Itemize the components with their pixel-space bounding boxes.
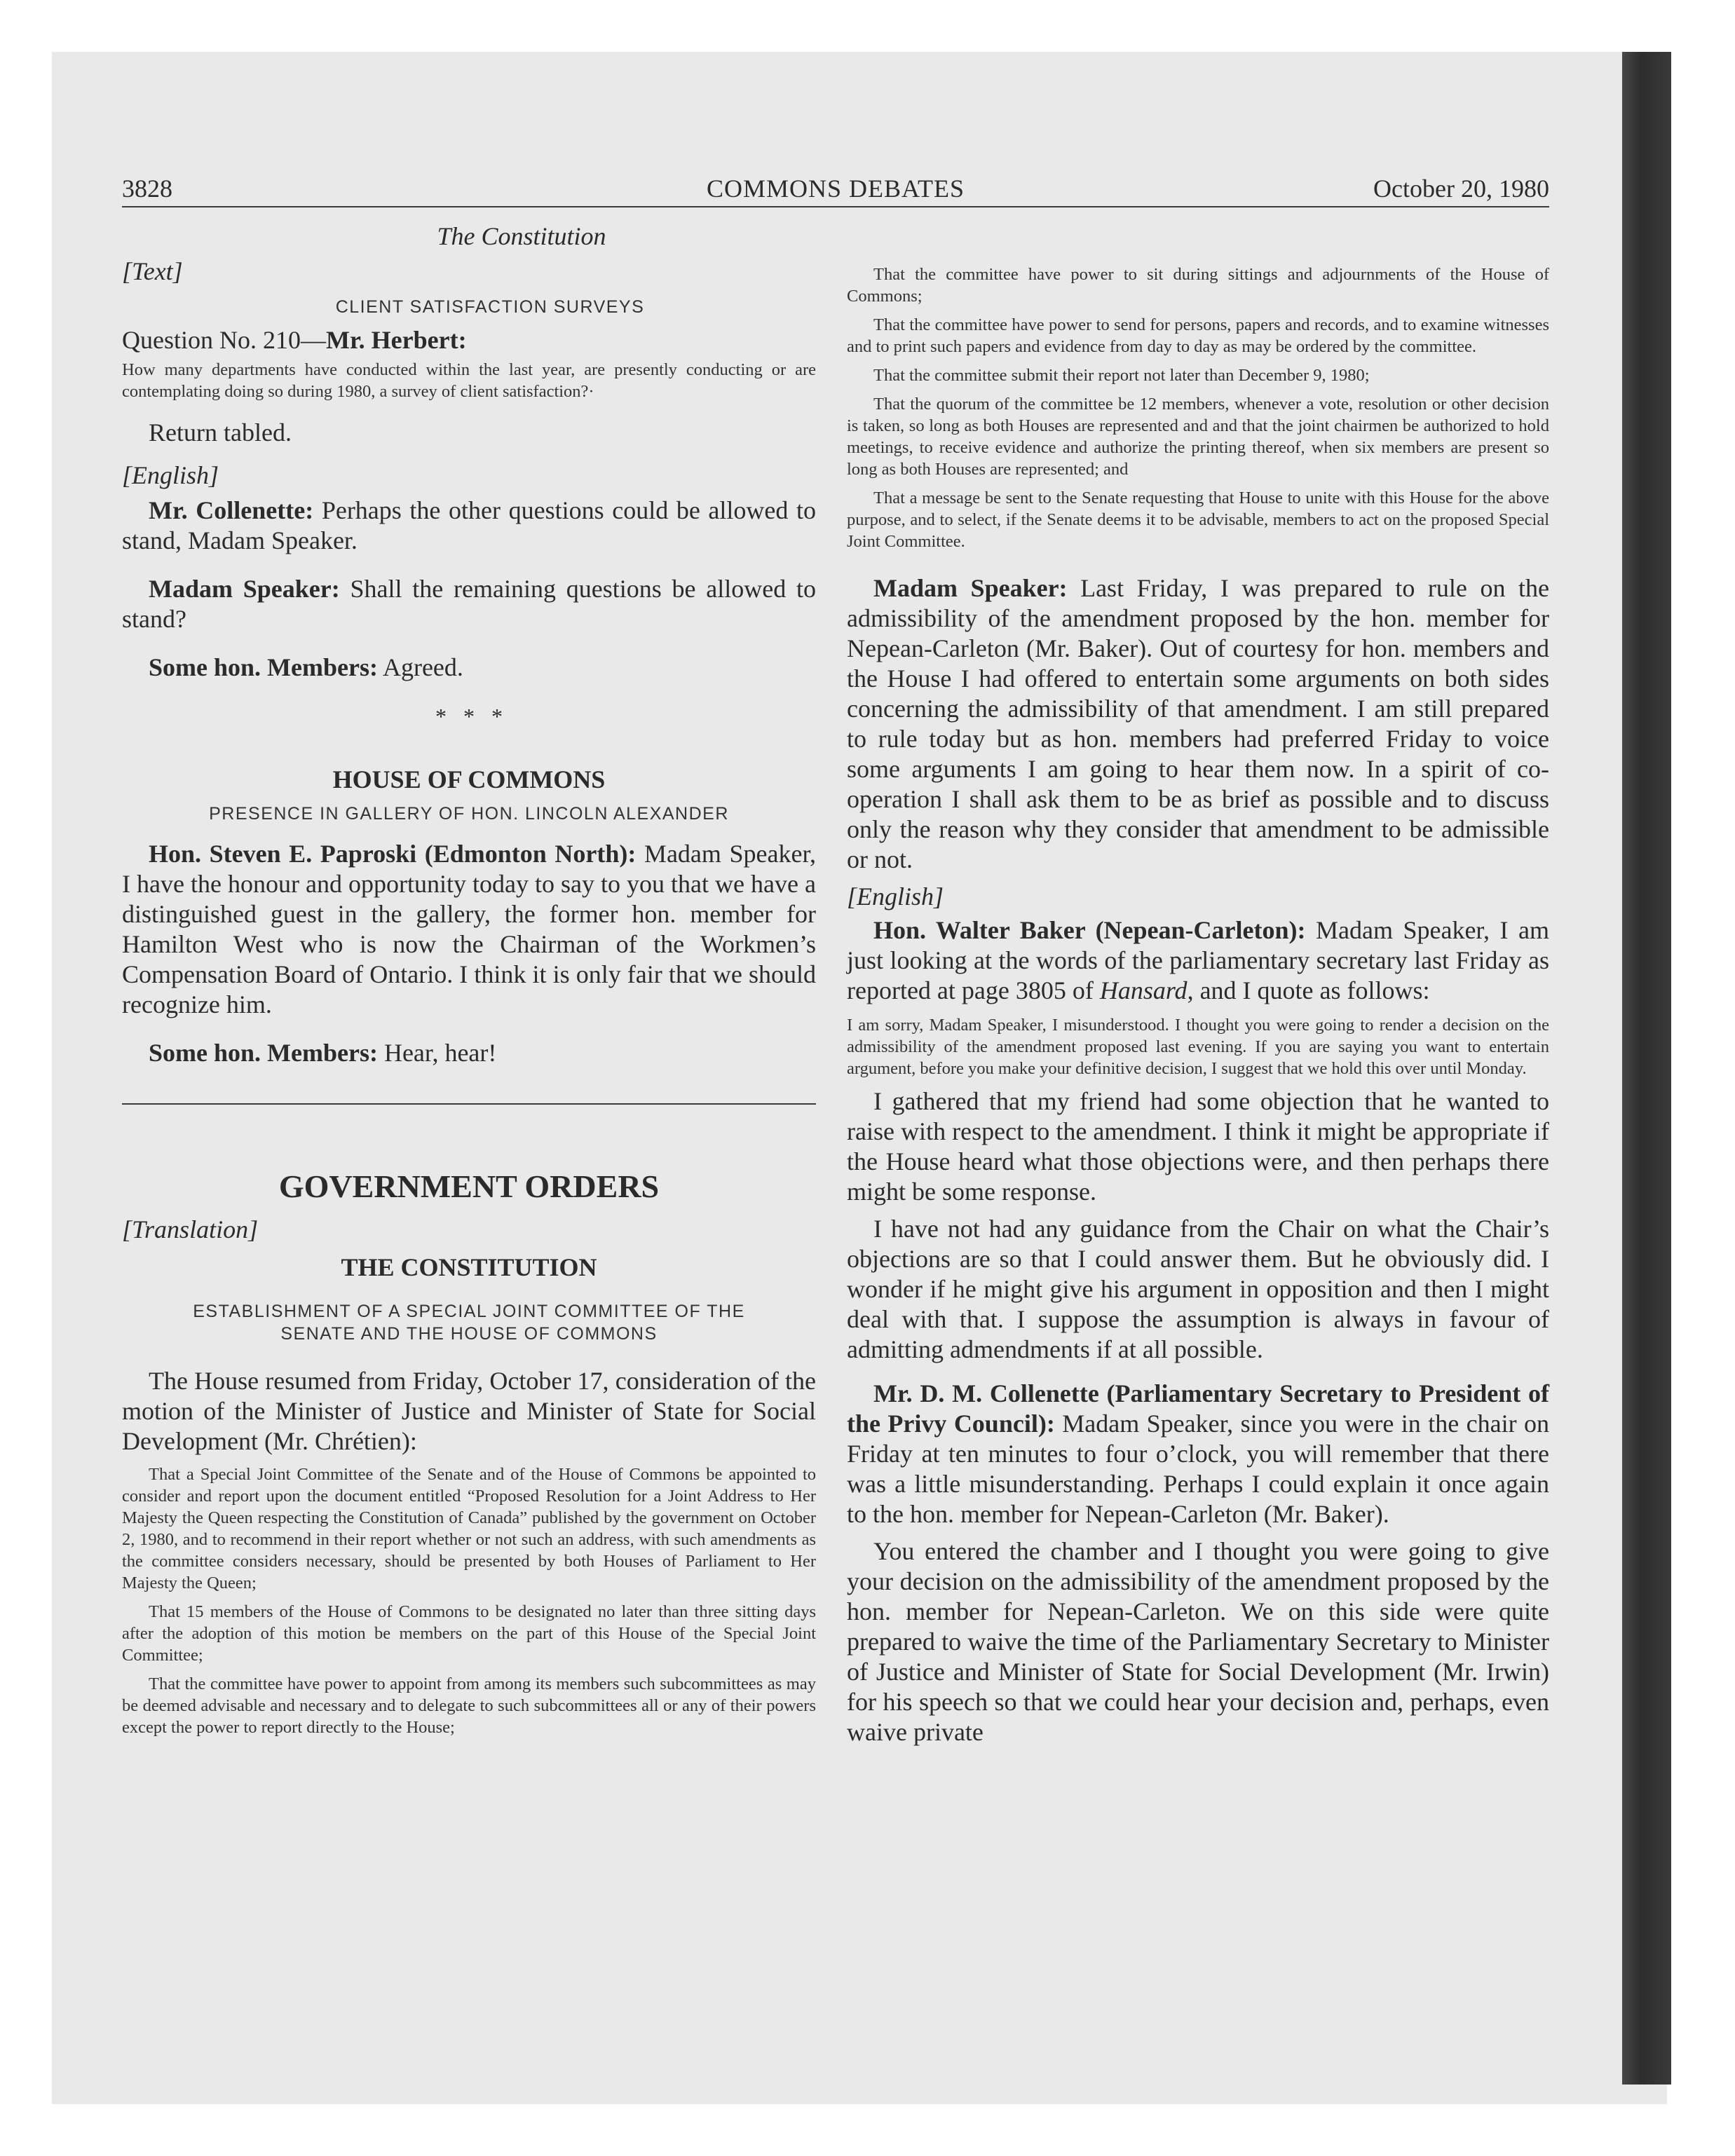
establishment-heading: ESTABLISHMENT OF A SPECIAL JOINT COMMITTEE OF THE SENATE AND THE HOUSE OF COMMONS: [193, 1302, 745, 1344]
speech-text: Last Friday, I was prepared to rule on the admissibility of the amendment proposed by the hon. member for Nepean-Carleton (Mr. Baker). Out of courtesy for hon. members and the House I had offered to entertain some arguments on both sides concerning the admissibility of that amendment. I am still prepared to rule today but as hon. members had preferred Friday to voice some arguments I am going to hear them now. In a spirit of co-operation I shall ask them to be as brief as possible and to discuss only the reason why they consider that amendment to be admissible or not.: [847, 574, 1549, 873]
speech-text: Shall the remaining questions be allowed to stand?: [122, 575, 816, 633]
question-member: Mr. Herbert:: [326, 326, 467, 354]
house-heading: HOUSE OF COMMONS: [332, 765, 606, 793]
page-number: 3828: [122, 175, 172, 203]
section-stars: * * *: [435, 704, 503, 729]
running-header: [122, 171, 1549, 207]
speech-text: Hear, hear!: [377, 1039, 497, 1067]
speech-text: Madam Speaker, since you were in the chair on Friday at ten minutes to four o’clock, you will remember that there was a little misunderstanding. Perhaps I could explain it once again to the hon. member for Nepean-Carleton (Mr. Baker).: [847, 1410, 1549, 1528]
surveys-heading: CLIENT SATISFACTION SURVEYS: [335, 297, 645, 317]
speaker-name: Hon. Walter Baker (Nepean-Carleton):: [873, 916, 1306, 944]
motion-paragraph-4: That the committee have power to sit during sittings and adjournments of the House of Commons;: [847, 265, 1549, 306]
madam-speaker-paragraph: [122, 574, 816, 634]
label-text: [Text]: [122, 257, 183, 285]
question-text: How many departments have conducted within the last year, are presently conducting or are contemplating doing so during 1980, a survey of client satisfaction?·: [122, 360, 816, 401]
binding-edge: [1622, 52, 1671, 2085]
baker-paragraph: [847, 915, 1549, 1006]
collenette-paragraph: [122, 496, 816, 556]
members-agreed-paragraph: [122, 653, 816, 683]
speech-text: Perhaps the other questions could be allowed to stand, Madam Speaker.: [122, 496, 816, 554]
speaker-name: Mr. D. M. Collenette (Parliamentary Secretary to President of the Privy Council):: [847, 1379, 1549, 1438]
motion-paragraph-1: That a Special Joint Committee of the Senate and of the House of Commons be appointed to consider and report upon the document entitled “Proposed Resolution for a Joint Address to Her Majesty the Queen respecting the Constitution of Canada” published by the government on October 2, 1980, and to recommend in their report whether or not such an address, with such amendments as the committee considers necessary, should be presented by both Houses of Parliament to Her Majesty the Queen;: [122, 1465, 816, 1592]
label-english: [English]: [122, 461, 219, 489]
motion-paragraph-6: That the committee submit their report not later than December 9, 1980;: [873, 366, 1370, 385]
collenette-reply: [847, 1379, 1549, 1529]
members-hear-paragraph: [122, 1038, 816, 1068]
speech-text: , and I quote as follows:: [1187, 976, 1430, 1004]
speaker-name: Madam Speaker:: [873, 574, 1068, 602]
government-orders-heading: GOVERNMENT ORDERS: [278, 1168, 660, 1204]
collenette-paragraph-2: You entered the chamber and I thought you were going to give your decision on the admissibility of the amendment proposed by the hon. member for Nepean-Carleton. We on this side were quite prepared to waive the time of the Parliamentary Secretary to Minister of Justice and Minister of State for Social Development (Mr. Irwin) for his speech so that we could hear your decision and, perhaps, even waive private: [847, 1537, 1549, 1746]
baker-paragraph-3: I have not had any guidance from the Chair on what the Chair’s objections are so that I could answer them. But he obviously did. I wonder if he might give his argument in opposition and then I might deal with that. I suppose the assumption is always in favour of admitting admendments if at all possible.: [847, 1215, 1549, 1363]
running-subtitle: The Constitution: [437, 222, 606, 250]
label-english: [English]: [847, 882, 944, 910]
question-prefix: Question No. 210—: [122, 326, 326, 354]
speech-text: Agreed.: [377, 653, 463, 681]
motion-paragraph-7: That the quorum of the committee be 12 members, whenever a vote, resolution or other decision is taken, so long as both Houses are represented and and that the joint chairmen be authorized to hold meetings, to receive evidence and authorize the printing thereof, when six members are present so long as both Houses are represented; and: [847, 395, 1549, 479]
label-translation: [Translation]: [122, 1215, 259, 1243]
baker-paragraph-2: I gathered that my friend had some objection that he wanted to raise with respect to the amendment. I think it might be appropriate if the House heard what those objections were, and then perhaps there might be some response.: [847, 1087, 1549, 1206]
presence-heading: PRESENCE IN GALLERY OF HON. LINCOLN ALEXANDER: [209, 804, 729, 824]
publication-title: COMMONS DEBATES: [706, 175, 965, 203]
return-tabled: Return tabled.: [149, 418, 292, 446]
motion-paragraph-3: That the committee have power to appoint from among its members such subcommittees as may be deemed advisable and necessary and to delegate to such subcommittees all or any of their powers except the power to report directly to the House;: [122, 1674, 816, 1737]
speaker-name: Hon. Steven E. Paproski (Edmonton North):: [149, 840, 637, 868]
speaker-name: Some hon. Members:: [149, 653, 378, 681]
speaker-name: Mr. Collenette:: [149, 496, 314, 524]
speech-text: Madam Speaker, I have the honour and opportunity today to say to you that we have a distinguished guest in the gallery, the former hon. member for Hamilton West who is now the Chairman of the Workmen’s Compensation Board of Ontario. I think it is only fair that we should recognize him.: [122, 840, 816, 1018]
speech-text: Madam Speaker, I am just looking at the words of the parliamentary secretary last Friday as reported at page 3805 of: [847, 916, 1549, 1004]
question-line: [122, 325, 816, 355]
section-divider: [122, 1103, 816, 1105]
right-column: [847, 264, 1549, 1761]
motion-paragraph-2: That 15 members of the House of Commons to be designated no later than three sitting days after the adoption of this motion be members on the part of this House of the Special Joint Committee;: [122, 1602, 816, 1665]
quoted-passage: I am sorry, Madam Speaker, I misunderstood. I thought you were going to render a decision on the admissibility of the amendment proposed last evening. If you are saying you want to entertain argument, before you make your definitive decision, I suggest that we hold this over until Monday.: [847, 1016, 1549, 1078]
issue-date: October 20, 1980: [1373, 175, 1549, 203]
paproski-paragraph: [122, 839, 816, 1020]
speaker-name: Some hon. Members:: [149, 1039, 378, 1067]
motion-paragraph-5: That the committee have power to send for persons, papers and records, and to examine witnesses and to print such papers and evidence from day to day as may be ordered by the committee.: [847, 315, 1549, 356]
speaker-name: Madam Speaker:: [149, 575, 340, 603]
left-column: [122, 221, 816, 1745]
hansard-title: Hansard: [1099, 976, 1188, 1004]
motion-paragraph-8: That a message be sent to the Senate requesting that House to unite with this House for the above purpose, and to select, if the Senate deems it to be advisable, members to act on the proposed Special Joint Committee.: [847, 489, 1549, 551]
constitution-heading: THE CONSTITUTION: [341, 1253, 597, 1281]
resumed-paragraph: The House resumed from Friday, October 17, consideration of the motion of the Minister of Justice and Minister of State for Social Development (Mr. Chrétien):: [122, 1367, 816, 1455]
madam-speaker-ruling: [847, 573, 1549, 875]
